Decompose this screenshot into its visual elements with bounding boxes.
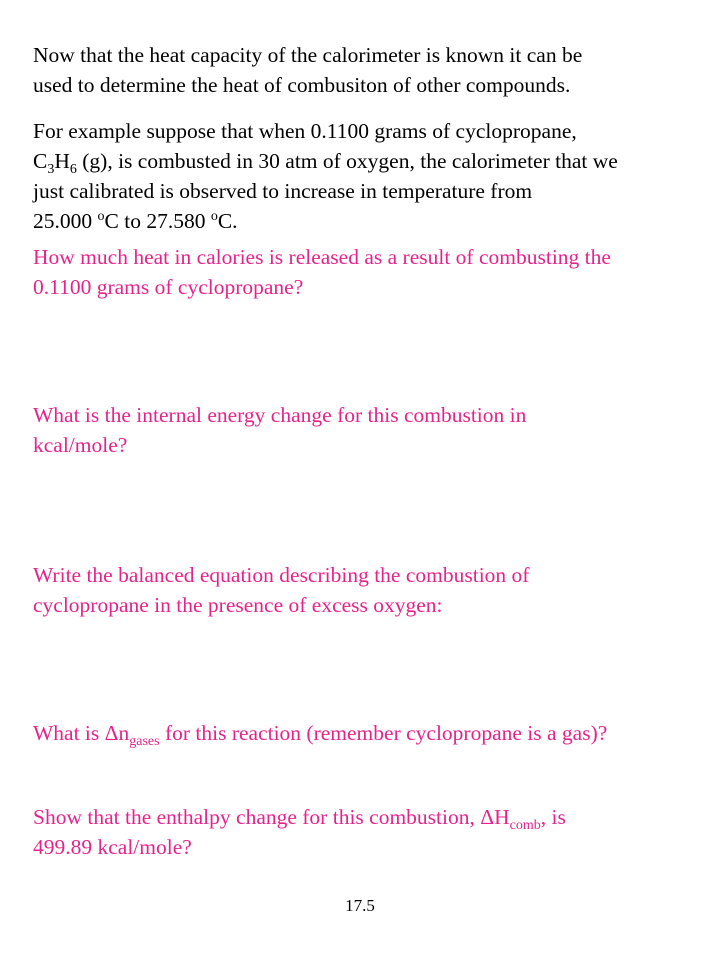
example-paragraph: [33, 116, 703, 236]
end-temperature-unit: C.: [217, 209, 238, 233]
question-5-suffix: , is: [540, 805, 566, 829]
start-temperature: 25.000: [33, 209, 98, 233]
question-4-line-1: [33, 718, 703, 748]
formula-hydrogen: H: [54, 149, 70, 173]
degree-symbol-1: o: [97, 209, 105, 224]
example-line-3: just calibrated is observed to increase in temperature from: [33, 179, 533, 203]
example-line-2: [33, 146, 703, 176]
question-1-line-2: 0.1100 grams of cyclopropane?: [33, 275, 304, 299]
n-symbol: n: [118, 721, 130, 745]
question-5-line-1: [33, 802, 703, 832]
question-enthalpy-change: [33, 802, 703, 862]
question-2-line-1: What is the internal energy change for this combustion in: [33, 403, 527, 427]
example-line-4: [33, 206, 703, 236]
example-line-1: For example suppose that when 0.1100 grams of cyclopropane,: [33, 119, 577, 143]
question-balanced-equation: [33, 560, 703, 620]
formula-carbon-subscript: 3: [47, 162, 55, 177]
comb-subscript: comb: [509, 818, 541, 833]
question-5-prefix: Show that the enthalpy change for this combustion,: [33, 805, 481, 829]
question-2-line-2: kcal/mole?: [33, 433, 128, 457]
formula-hydrogen-subscript: 6: [69, 162, 77, 177]
delta-symbol: Δ: [104, 721, 119, 745]
example-line-2-text: (g), is combusted in 30 atm of oxygen, the calorimeter that we: [76, 149, 618, 173]
page-number: 17.5: [345, 896, 375, 915]
question-delta-n-gases: [33, 718, 703, 748]
intro-line-1: Now that the heat capacity of the calorimeter is known it can be: [33, 43, 583, 67]
h-symbol: H: [494, 805, 510, 829]
question-3-line-1: Write the balanced equation describing the combustion of: [33, 563, 530, 587]
question-3-line-2: cyclopropane in the presence of excess oxygen:: [33, 593, 443, 617]
question-internal-energy: [33, 400, 703, 460]
intro-paragraph: [33, 40, 703, 100]
intro-line-2: used to determine the heat of combusiton of other compounds.: [33, 73, 571, 97]
temperature-range-text: C to 27.580: [104, 209, 211, 233]
question-heat-released: [33, 242, 703, 302]
gases-subscript: gases: [129, 734, 160, 749]
question-4-prefix: What is: [33, 721, 105, 745]
degree-symbol-2: o: [210, 209, 218, 224]
question-4-suffix: for this reaction (remember cyclopropane is a gas)?: [159, 721, 608, 745]
delta-symbol: Δ: [480, 805, 495, 829]
question-5-line-2: 499.89 kcal/mole?: [33, 835, 192, 859]
formula-carbon: C: [33, 149, 48, 173]
question-1-line-1: How much heat in calories is released as a result of combusting the: [33, 245, 611, 269]
